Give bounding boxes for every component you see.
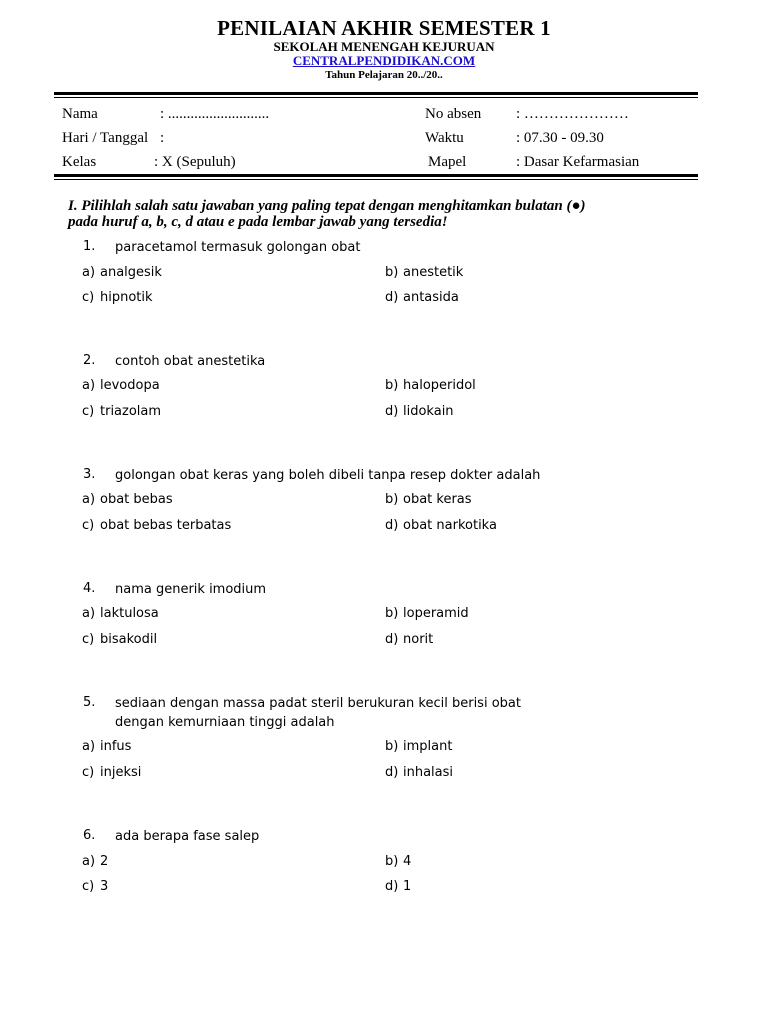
- academic-year: Tahun Pelajaran 20../20..: [325, 69, 443, 81]
- option-d[interactable]: [385, 403, 454, 421]
- option-letter: d): [385, 518, 399, 533]
- question-text: contoh obat anestetika: [115, 354, 266, 369]
- option-text: infus: [100, 739, 132, 754]
- website-link[interactable]: CENTRALPENDIDIKAN.COM: [292, 53, 476, 68]
- question-number: 6.: [83, 828, 96, 843]
- option-text: inhalasi: [403, 765, 454, 780]
- option-text: anestetik: [403, 265, 464, 280]
- option-d[interactable]: [385, 764, 453, 782]
- option-letter: a): [82, 739, 96, 754]
- option-b[interactable]: [385, 264, 463, 282]
- option-b[interactable]: [385, 491, 472, 509]
- bottom-divider-thick: [54, 174, 698, 177]
- option-text: loperamid: [403, 606, 469, 621]
- option-b[interactable]: [385, 738, 452, 756]
- option-text: implant: [403, 739, 453, 754]
- option-c[interactable]: [82, 289, 153, 307]
- option-c[interactable]: [82, 878, 108, 896]
- option-text: 4: [403, 854, 412, 869]
- option-c[interactable]: [82, 764, 141, 782]
- waktu-field: : 07.30 - 09.30: [516, 130, 604, 146]
- option-text: lidokain: [403, 404, 454, 419]
- instruction: [68, 198, 688, 230]
- option-letter: a): [82, 265, 96, 280]
- option-letter: b): [385, 378, 399, 393]
- bottom-divider-thin: [54, 179, 698, 180]
- option-b[interactable]: [385, 605, 469, 623]
- question-number: 3.: [83, 467, 96, 482]
- option-letter: d): [385, 879, 399, 894]
- top-divider-thin: [54, 97, 698, 98]
- option-letter: b): [385, 854, 399, 869]
- question-text: sediaan dengan massa padat steril berukuran kecil berisi obat dengan kemurniaan tinggi adalah: [115, 696, 521, 730]
- option-c[interactable]: [82, 517, 231, 535]
- option-letter: d): [385, 632, 399, 647]
- option-text: obat narkotika: [403, 518, 497, 533]
- option-text: hipnotik: [100, 290, 153, 305]
- question-text: nama generik imodium: [115, 582, 267, 597]
- option-letter: c): [82, 632, 95, 647]
- question-text: ada berapa fase salep: [115, 829, 260, 844]
- option-a[interactable]: [82, 853, 108, 871]
- question-number: 4.: [83, 581, 96, 596]
- option-letter: c): [82, 765, 95, 780]
- option-d[interactable]: [385, 289, 459, 307]
- top-divider-thick: [54, 92, 698, 95]
- question-number: 2.: [83, 353, 96, 368]
- option-letter: b): [385, 606, 399, 621]
- kelas-field: : X (Sepuluh): [154, 154, 236, 170]
- option-text: haloperidol: [403, 378, 476, 393]
- instruction-line-2: pada huruf a, b, c, d atau e pada lembar jawab yang tersedia!: [68, 214, 448, 230]
- option-a[interactable]: [82, 377, 160, 395]
- option-letter: a): [82, 606, 96, 621]
- option-text: levodopa: [100, 378, 160, 393]
- option-letter: c): [82, 290, 95, 305]
- option-a[interactable]: [82, 738, 131, 756]
- option-a[interactable]: [82, 264, 162, 282]
- option-text: obat bebas: [100, 492, 173, 507]
- no-absen-field: : …………………: [516, 106, 629, 122]
- kelas-label: Kelas: [62, 154, 97, 170]
- option-d[interactable]: [385, 878, 411, 896]
- option-letter: a): [82, 378, 96, 393]
- option-text: 1: [403, 879, 412, 894]
- option-letter: d): [385, 404, 399, 419]
- nama-field: : ...........................: [160, 106, 270, 122]
- mapel-label: Mapel: [428, 154, 467, 170]
- page-title: PENILAIAN AKHIR SEMESTER 1: [217, 16, 551, 40]
- option-text: obat keras: [403, 492, 472, 507]
- question-number: 1.: [83, 239, 96, 254]
- option-text: 3: [100, 879, 109, 894]
- option-letter: b): [385, 265, 399, 280]
- option-letter: c): [82, 879, 95, 894]
- mapel-field: : Dasar Kefarmasian: [516, 154, 640, 170]
- option-b[interactable]: [385, 853, 411, 871]
- question-text: golongan obat keras yang boleh dibeli tanpa resep dokter adalah: [115, 468, 541, 483]
- option-letter: b): [385, 739, 399, 754]
- option-d[interactable]: [385, 517, 497, 535]
- option-letter: b): [385, 492, 399, 507]
- option-text: antasida: [403, 290, 459, 305]
- option-text: analgesik: [100, 265, 162, 280]
- option-a[interactable]: [82, 605, 159, 623]
- option-letter: c): [82, 518, 95, 533]
- hari-tanggal-label: Hari / Tanggal: [62, 130, 149, 146]
- option-c[interactable]: [82, 631, 157, 649]
- option-a[interactable]: [82, 491, 173, 509]
- option-letter: a): [82, 854, 96, 869]
- option-text: norit: [403, 632, 434, 647]
- instruction-line-1: I. Pilihlah salah satu jawaban yang paling tepat dengan menghitamkan bulatan (●): [68, 198, 586, 214]
- option-letter: a): [82, 492, 96, 507]
- option-letter: c): [82, 404, 95, 419]
- option-d[interactable]: [385, 631, 433, 649]
- option-text: bisakodil: [100, 632, 158, 647]
- option-letter: d): [385, 290, 399, 305]
- option-text: triazolam: [100, 404, 162, 419]
- waktu-label: Waktu: [425, 130, 464, 146]
- option-letter: d): [385, 765, 399, 780]
- option-text: laktulosa: [100, 606, 159, 621]
- option-c[interactable]: [82, 403, 161, 421]
- school-name: SEKOLAH MENENGAH KEJURUAN: [273, 39, 495, 54]
- question-number: 5.: [83, 695, 96, 710]
- option-text: obat bebas terbatas: [100, 518, 232, 533]
- option-text: 2: [100, 854, 109, 869]
- option-b[interactable]: [385, 377, 476, 395]
- no-absen-label: No absen: [425, 106, 482, 122]
- hari-tanggal-field: :: [160, 130, 165, 146]
- nama-label: Nama: [62, 106, 98, 122]
- question-text: paracetamol termasuk golongan obat: [115, 240, 361, 255]
- option-text: injeksi: [100, 765, 142, 780]
